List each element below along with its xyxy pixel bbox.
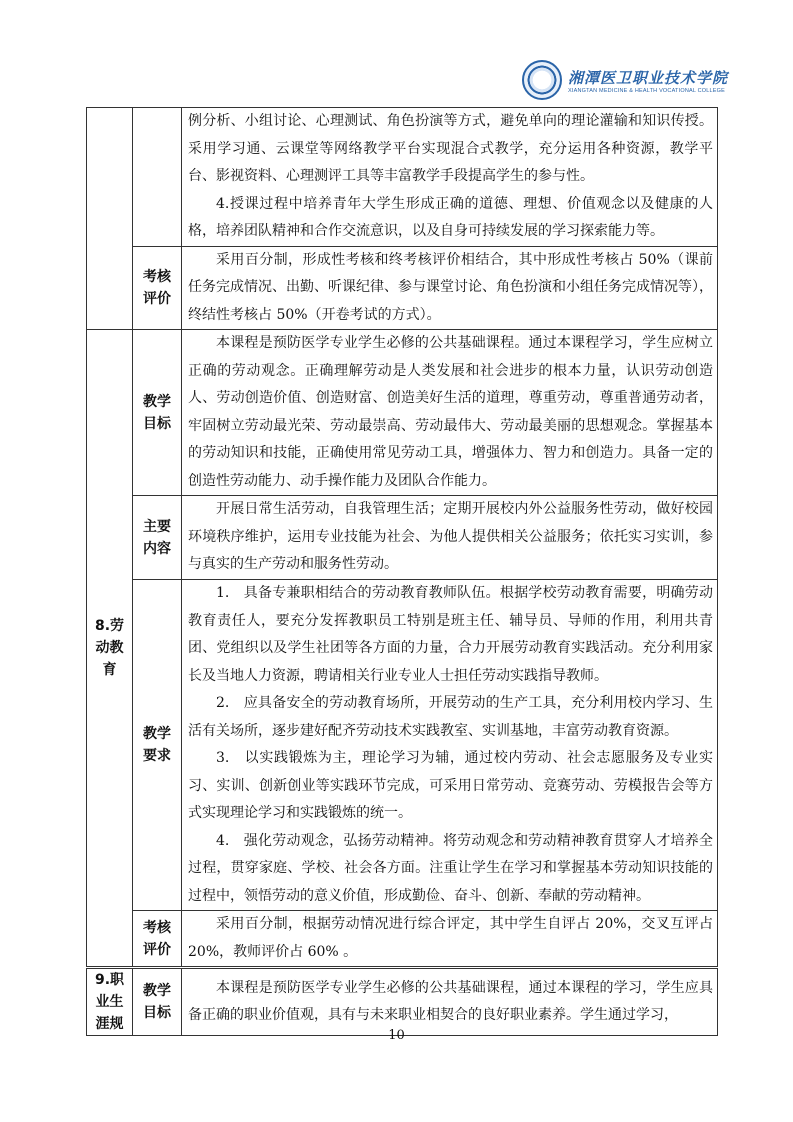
table-row [87, 108, 718, 247]
page-header [0, 0, 793, 108]
prev-requirements-text: 例分析、小组讨论、心理测试、角色扮演等方式，避免单向的理论灌输和知识传授。采用学习通、云课堂等网络教学平台实现混合式教学，充分运用各种资源，教学平台、影视资料、心理测评工具等丰富教学手段提高学生的参与性。 [188, 113, 713, 184]
prev-requirements-cell [182, 108, 718, 247]
labor-req-item-3: 3. 以实践锻炼为主，理论学习为辅，通过校内劳动、社会志愿服务及专业实习、实训、创新创业等实践环节完成，可采用日常劳动、竞赛劳动、劳模报告会等方式实现理论学习和实践锻炼的统一。 [188, 750, 713, 821]
labor-assess-text: 采用百分制，根据劳动情况进行综合评定，其中学生自评占 20%，交叉互评占 20%，教师评价占 60% 。 [182, 911, 718, 968]
logo-name: 湘潭医卫职业技术学院 [568, 68, 729, 87]
logo-text [568, 67, 728, 94]
labor-content-text: 开展日常生活劳动，自我管理生活；定期开展校内外公益服务性劳动，做好校园环境秩序维护，运用专业技能为社会、为他人提供相关公益服务；依托实习实训，参与真实的生产劳动和服务性劳动。 [182, 496, 718, 580]
curriculum-table [86, 107, 718, 1036]
career-goals-label: 教学目标 [133, 968, 182, 1036]
career-goals-text: 本课程是预防医学专业学生必修的公共基础课程，通过本课程的学习，学生应具备正确的职业价值观，具有与未来职业相契合的良好职业素养。学生通过学习， [182, 968, 718, 1036]
table-row [87, 580, 718, 911]
prev-course-cell [87, 108, 133, 330]
table-row [87, 496, 718, 580]
labor-goals-text: 本课程是预防医学专业学生必修的公共基础课程。通过本课程学习，学生应树立正确的劳动观念。正确理解劳动是人类发展和社会进步的根本力量，认识劳动创造人、劳动创造价值、创造财富、创造美好生活的道理，尊重劳动，尊重普通劳动者，牢固树立劳动最光荣、劳动最崇高、劳动最伟大、劳动最美丽的思想观念。掌握基本的劳动知识和技能，正确使用常见劳动工具，增强体力、智力和创造力。具备一定的创造性劳动能力、动手操作能力及团队合作能力。 [182, 330, 718, 496]
labor-assess-label: 考核评价 [133, 911, 182, 968]
labor-content-label: 主要内容 [133, 496, 182, 580]
labor-req-item-4: 4. 强化劳动观念，弘扬劳动精神。将劳动观念和劳动精神教育贯穿人才培养全过程，贯穿家庭、学校、社会各方面。注重让学生在学习和掌握基本劳动知识技能的过程中，领悟劳动的意义价值，形成勤俭、奋斗、创新、奉献的劳动精神。 [188, 832, 713, 904]
logo-english-name: XIANGTAN MEDICINE & HEALTH VOCATIONAL COLLEGE [568, 87, 726, 94]
prev-assess-label: 考核评价 [133, 246, 182, 330]
prev-category-cell [133, 108, 182, 247]
labor-goals-label: 教学目标 [133, 330, 182, 496]
college-seal-icon [522, 60, 562, 100]
table-row [87, 330, 718, 496]
labor-req-text [182, 580, 718, 911]
table-row [87, 246, 718, 330]
career-course-label: 9.职业生涯规 [87, 968, 133, 1036]
prev-assess-text: 采用百分制，形成性考核和终考核评价相结合，其中形成性考核占 50%（课前任务完成情况、出勤、听课纪律、参与课堂讨论、角色扮演和小组任务完成情况等），终结性考核占 50%（开卷考试的方式）。 [182, 246, 718, 330]
table-row [87, 911, 718, 968]
table-row [87, 968, 718, 1036]
prev-requirement-4: 4.授课过程中培养青年大学生形成正确的道德、理想、价值观念以及健康的人格，培养团队精神和合作交流意识，以及自身可持续发展的学习探索能力等。 [188, 195, 713, 239]
labor-course-label: 8.劳动教育 [87, 330, 133, 968]
college-logo [522, 60, 728, 100]
labor-req-item-1: 1. 具备专兼职相结合的劳动教育教师队伍。根据学校劳动教育需要，明确劳动教育责任人，要充分发挥教职员工特别是班主任、辅导员、导师的作用，利用共青团、党组织以及学生社团等各方面的力量，合力开展劳动教育实践活动。充分利用家长及当地人力资源，聘请相关行业专业人士担任劳动实践指导教师。 [188, 585, 713, 684]
labor-req-label: 教学要求 [133, 580, 182, 911]
page-number: 10 [388, 1028, 405, 1043]
labor-req-item-2: 2. 应具备安全的劳动教育场所，开展劳动的生产工具，充分利用校内学习、生活有关场所，逐步建好配齐劳动技术实践教室、实训基地，丰富劳动教育资源。 [188, 695, 713, 739]
